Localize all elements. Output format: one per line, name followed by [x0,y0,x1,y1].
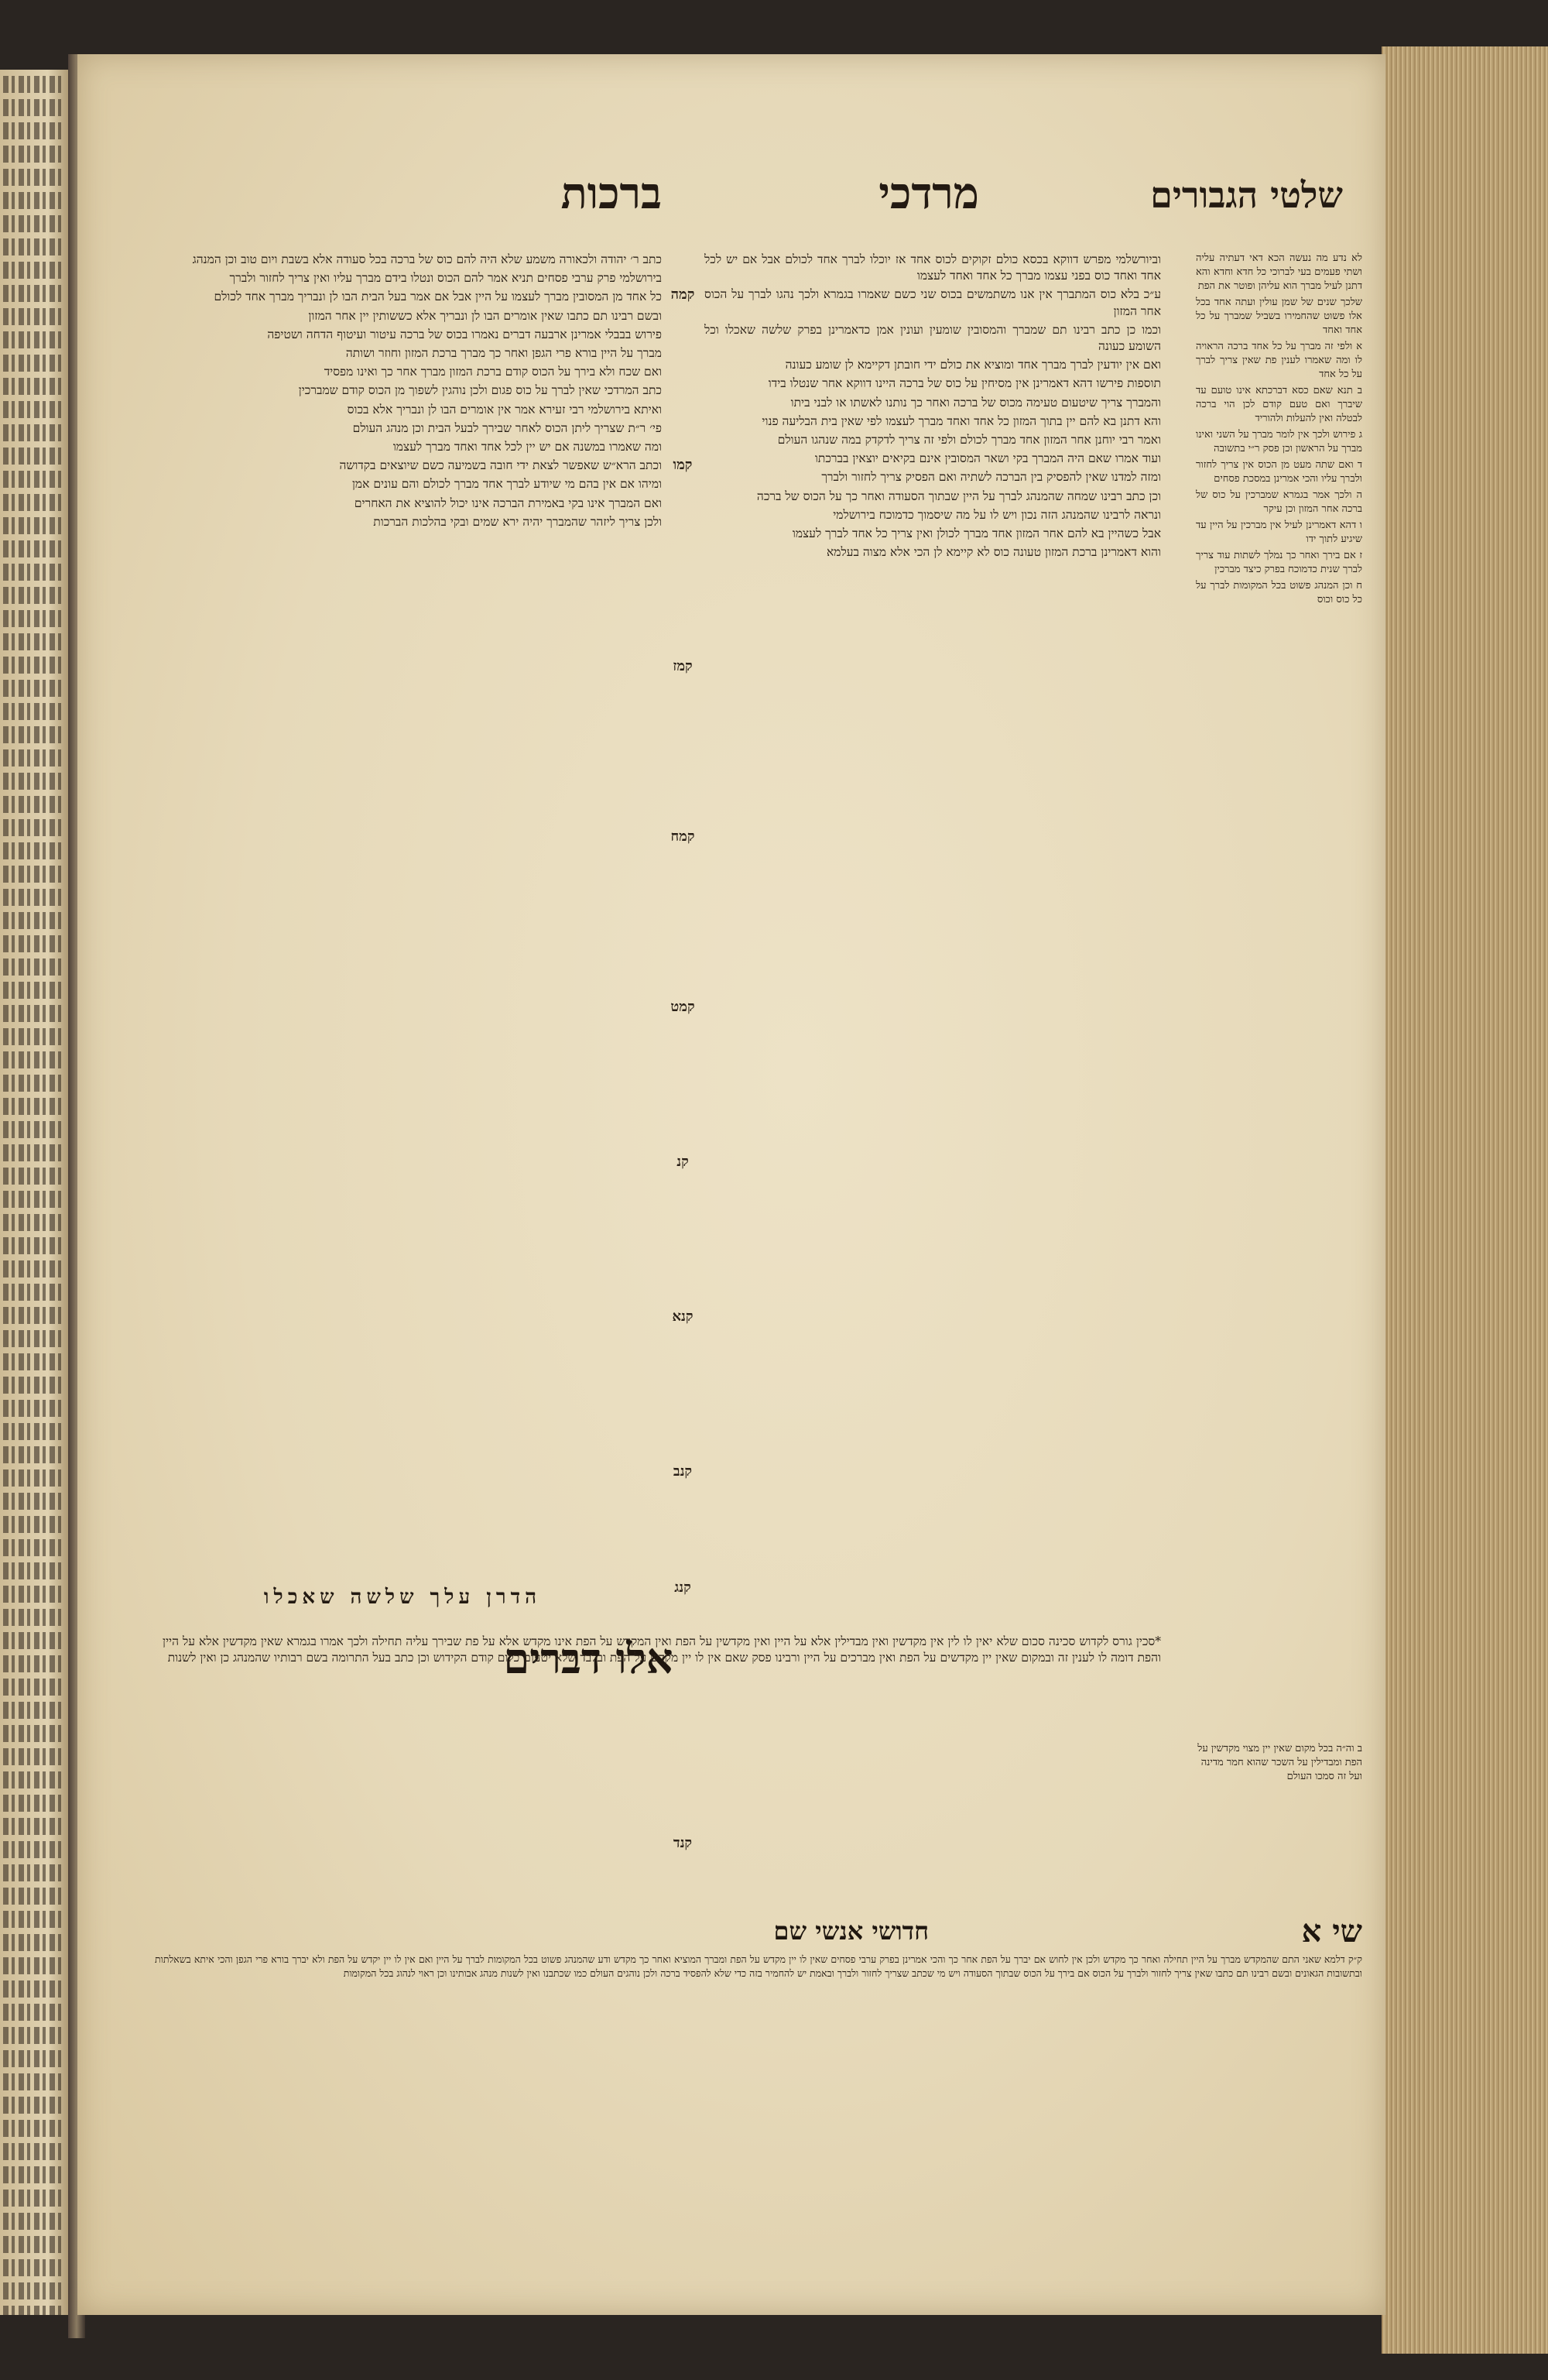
main-text-column-left [166,252,662,1583]
commentary-paragraph: לא נדע מה נעשה הכא דאי דעתיה עליה ושתי פעמים בעי לברוכי כל חדא וחדא והא דתנן לעיל מברך הוא עליהן ופוטר את הפת [1196,252,1362,292]
notes-paragraph: ק״ק דלמא שאני התם שהמקדש מברך על היין תחילה ואחר כך מקדש ולכן אין לחוש אם יברך על הפת אחר כך והכי אמרינן בפרק ערבי פסחים שאין לו יין מקדש על הפת ומברך המוציא ואחר כך מקדש ודע שהמנהג פשוט בכל המקומות לברך על היין ואם אין לו יין יקדש על הפת ולא יברך בורא פרי הגפן והכי איתא בשאלתות ובתשובות הגאונים ובשם רבינו תם כתבו שאין צריך לחזור ולברך על הכוס אם בירך על הכוס שבתוך הסעודה ויש מי שכתב שצריך לחזור ולברך ובאמת יש להחמיר בזה כדי שלא להפסיד ברכה ולכן נוהגים העולם כמו שכתבנו ואין לשנות מנהג אבותינו וכן ראוי לנהוג בכל המקומות [155,1953,1362,1979]
text-paragraph: תוספות פירשו דהא דאמרינן אין מסיחין על כוס של ברכה היינו דווקא אחר שנטלו בידו [768,376,1161,391]
marginal-number: קנ [676,1154,689,1170]
text-paragraph: ואמר רבי יוחנן אחר המזון אחד מברך לכולם ולפי זה צריך לדקדק במה שנהגו העולם [777,433,1161,448]
page-header [104,168,1343,221]
text-paragraph: ונראה לרבינו שהמנהג הזה נכון ויש לו על מה שיסמוך כדמוכח בירושלמי [833,507,1161,522]
text-paragraph: ולכן צריך ליזהר שהמברך יהיה ירא שמים ובקי בהלכות הברכות [373,514,662,529]
commentary-column-right-bottom [1196,1742,1362,1928]
commentary-paragraph: ב תנא שאם כסא דברכתא אינו טועם עד שיברך ואם טעם קודם לכן הוי ברכה לבטלה ואין להעלות ולהוריד [1196,385,1362,424]
header-left-title: ברכות [560,168,662,219]
text-paragraph: פי׳ ר״ת שצריך ליתן הכוס לאחר שבירך לבעל הבית וכן מנהג העולם [352,420,662,435]
text-paragraph: ועוד אמרו שאם היה המברך בקי ושאר המסובין אינם בקיאים יוצאין בברכתו [814,451,1161,466]
text-paragraph: והוא דאמרינן ברכת המזון טעונה כוס לא קיימא לן הכי אלא מצוה בעלמא [826,545,1161,560]
commentary-paragraph: ו דהא דאמרינן לעיל אין מברכין על היין עד שיגיע לתוך ידו [1196,520,1362,545]
commentary-paragraph: שלכך שנים של שמן עולין ועתה אחד בכל אלו פשוט שהחמירו בשביל שמברך על כל אחד ואחד [1196,297,1362,336]
text-paragraph: וביורשלמי מפרש דווקא בכסא כולם זקוקים לכוס אחד אז יוכלו לברך אחד לכולם אבל אם יש לכל אחד ואחד כוס בפני עצמו מברך כל אחד ואחד לעצמו [704,252,1161,283]
commentary-paragraph: א ולפי זה מברך על כל אחד ברכה הראויה לו ומה שאמרו לענין פת שאין צריך לברך על כל אחד [1196,341,1362,380]
notes-signature: שי א [1301,1913,1362,1950]
left-page-edge [0,70,68,2315]
book-page [77,54,1385,2315]
chapter-title: אלו דברים [503,1634,673,1683]
marginal-number: קמו [673,457,693,473]
text-paragraph: בירושלמי פרק ערבי פסחים תניא אמר להם הכוס ונטלו בידם מברך עליו ואין צריך לחזור ולברך [229,271,662,286]
text-paragraph: כתב ר׳ יהודה ולכאורה משמע שלא היה להם כוס של ברכה בכל סעודה אלא בשבת ויום טוב וכן המנהג [192,252,662,266]
text-paragraph: כל אחד מן המסובין מברך לעצמו על היין אבל אם אמר בעל הבית הבו לן ונבריך מברך אחד לכולם [214,290,662,304]
text-paragraph: אבל כשהיין בא להם אחר המזון אחד מברך לכולן ואין צריך כל אחד לברך לעצמו [792,526,1161,541]
commentary-paragraph: ח וכן המנהג פשוט בכל המקומות לברך על כל כוס וכוס [1196,580,1362,605]
text-paragraph: פירוש בבבלי אמרינן ארבעה דברים נאמרו בכוס של ברכה עיטור ועיטוף הדחה ושטיפה [267,327,662,341]
marginal-number: קנב [673,1463,693,1480]
notes-header [155,1913,1362,1955]
commentary-paragraph: ז אם בירך ואחר כך נמלך לשתות עוד צריך לברך שנית כדמוכח בפרק כיצד מברכין [1196,550,1362,575]
marginal-number: קנא [672,1308,694,1325]
text-paragraph: וכמו כן כתב רבינו תם שמברך והמסובין שומעין ועונין אמן כדאמרינן בפרק שלשה שאכלו וכל השומע כעונה [704,322,1161,354]
commentary-paragraph: ג פירוש ולכך אין לומר מברך על השני ואינו מברך על הראשון וכן פסק ר״י בתשובה [1196,429,1362,454]
text-paragraph: והמברך צריך שיטעום טעימה מכוס של ברכה ואחר כך נותנו לאשתו או לבני ביתו [790,395,1161,410]
text-paragraph: *סכין גורס לקדוש סכינה סכום שלא יאין לו לין אין מקדשין ואין מבדילין אלא על היין ואין מקדשין על הפת ואין המקדש על הפת אינו מקדש אלא על פת שבירך עליה תחילה ולכך אמרו בגמרא שאין מקדשין אלא על היין והפת דומה לו לענין זה ובמקום שאין יין מקדשים על הפת ואין מברכים על היין ורבינו פסק שאם אין לו יין מקדש על הפת ובלבד שלא יטעום כלום קודם הקידוש וכן כתב בעל התרומה בשם רבותיו שהמנהג כן ואין לשנות [163,1634,1161,1665]
text-paragraph: ובשם רבינו תם כתבו שאין אומרים הבו לן ונבריך אלא כששותין יין אחר המזון [308,308,662,323]
header-center-title: מרדכי [878,168,979,219]
new-chapter-text [163,1634,1161,1889]
text-paragraph: ואם שכח ולא בירך על הכוס קודם ברכת המזון מברך אחר כך ואינו מפסיד [324,365,662,379]
text-paragraph: ומה שאמרו במשנה אם יש יין לכל אחד ואחד מברך לעצמו [392,440,662,454]
text-paragraph: כתב המרדכי שאין לברך על כוס פגום ולכן נוהגין לשפוך מן הכוס קודם שמברכין [298,383,662,398]
notes-title: חדושי אנשי שם [773,1916,929,1946]
text-paragraph: וכן כתב רבינו שמחה שהמנהג לברך על היין שבתוך הסעודה ואחר כך על הכוס של ברכה [756,489,1161,503]
marginal-number: קנג [674,1579,691,1596]
marginal-number: קמה [670,286,695,303]
page-edges [1382,46,1548,2354]
commentary-paragraph: ה ולכך אמר בגמרא שמברכין על כוס של ברכה אחר המזון וכן עיקר [1196,489,1362,515]
text-paragraph: ואם המברך אינו בקי באמירת הברכה אינו יכול להוציא את האחרים [354,496,662,510]
marginal-number: קמט [670,999,695,1015]
commentary-column-right [1196,252,1362,1738]
notes-text [155,1953,1362,2100]
text-paragraph: מברך על היין בורא פרי הגפן ואחר כך מברך ברכת המזון וחוזר ושותה [345,346,662,361]
text-paragraph: ע״כ בלא כוס המתברך אין אנו משתמשים בכוס שני כשם שאמרו בגמרא ולכך נהגו לברך על הכוס אחר המזון [704,287,1161,318]
commentary-paragraph: ב וה״ה בכל מקום שאין יין מצוי מקדשין על הפת ומבדילין על השכר שהוא חמר מדינה ועל זה סמכו העולם [1197,1743,1362,1782]
commentary-paragraph: ד ואם שתה מעט מן הכוס אין צריך לחזור ולברך עליו והכי אמרינן במסכת פסחים [1196,459,1362,485]
marginal-number: קמז [673,658,693,674]
marginal-number: קמח [670,828,695,845]
text-paragraph: ואם אין יודעין לברך מברך אחד ומוציא את כולם ידי חובתן דקיימא לן שומע כעונה [785,358,1161,372]
marginal-number: קנד [673,1835,693,1851]
text-paragraph: וכתב הרא״ש שאפשר לצאת ידי חובה בשמיעה כשם שיוצאים בקדושה [339,458,662,473]
chapter-end-heading: הדרן עלך שלשה שאכלו [263,1586,542,1609]
text-paragraph: והא דתנן בא להם יין בתוך המזון כל אחד ואחד מברך לעצמו לפי שאין בית הבליעה פנוי [762,413,1161,428]
text-paragraph: ומזה למדנו שאין להפסיק בין הברכה לשתיה ואם הפסיק צריך לחזור ולברך [821,470,1161,485]
text-paragraph: ומיהו אם אין בהם מי שיודע לברך אחד מברך לכולם והם עונים אמן [351,477,662,492]
main-text-column-middle [704,252,1161,1723]
header-right-title: שלטי הגבורים [1150,174,1343,216]
text-paragraph: ואיתא בירושלמי רבי זעירא אמר אין אומרים הבו לן ונבריך אלא בכוס [347,402,662,417]
